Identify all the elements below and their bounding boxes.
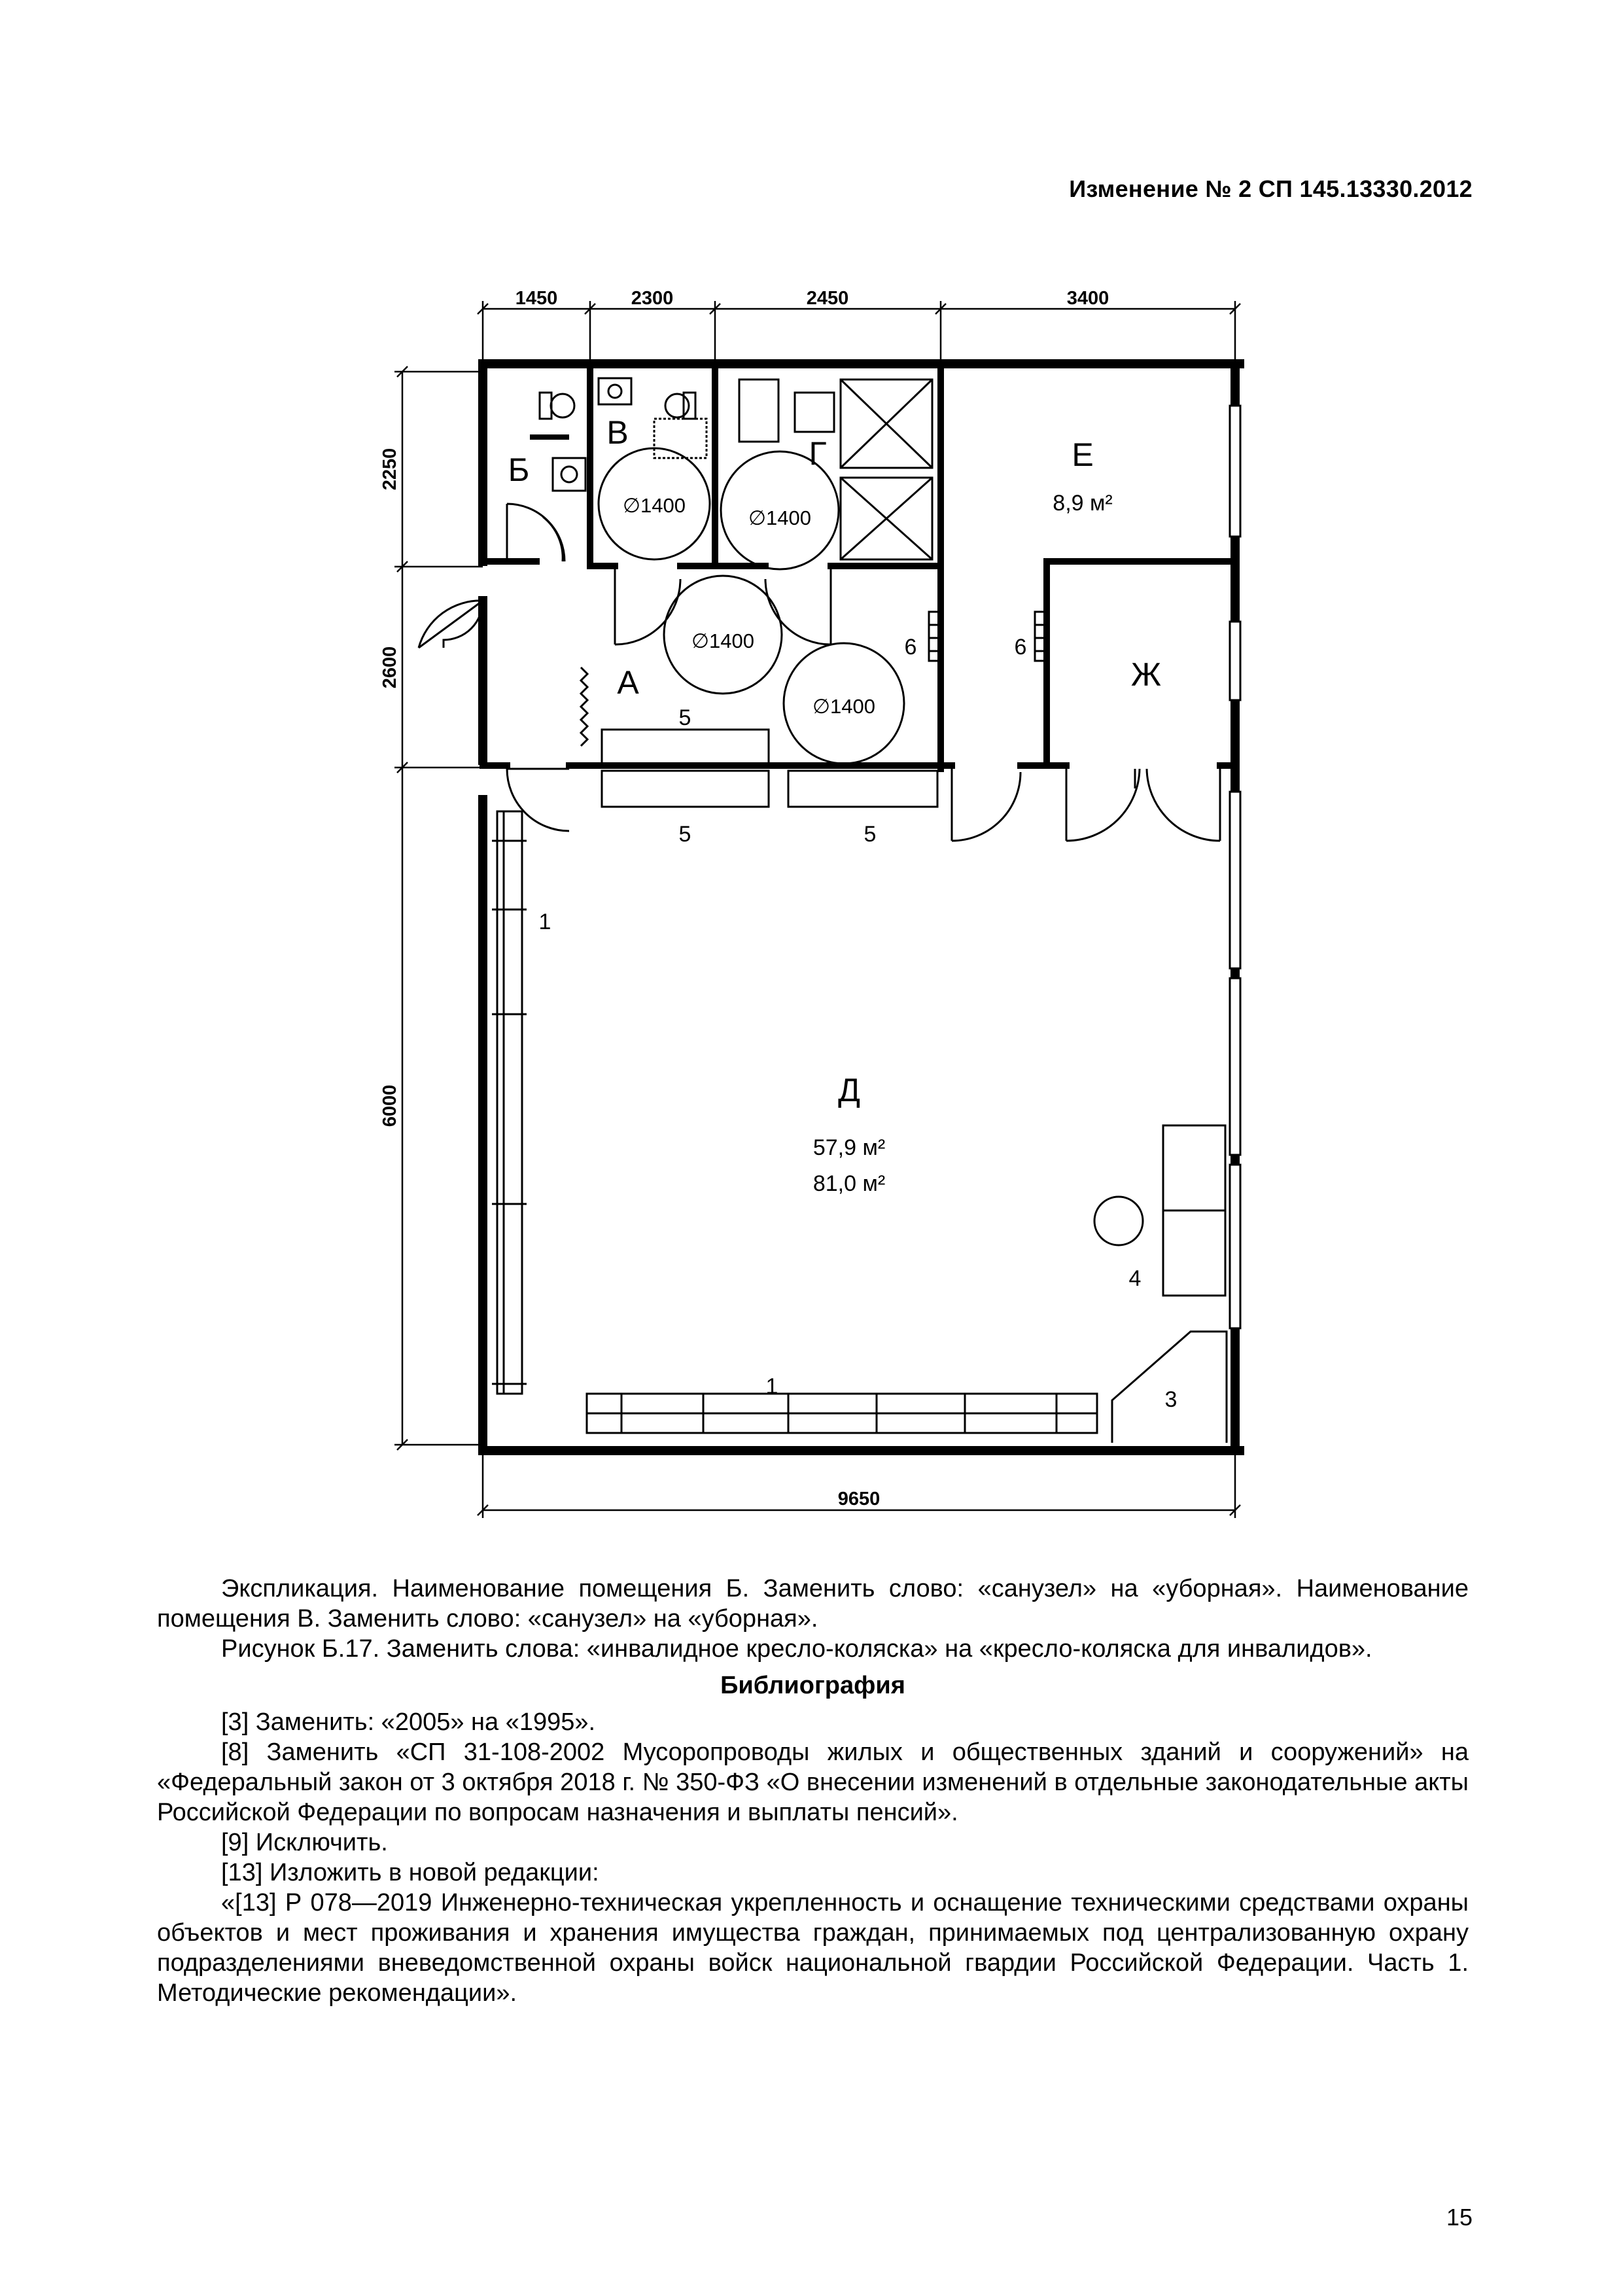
paragraph-figure: Рисунок Б.17. Заменить слова: «инвалидное кресло-коляска» на «кресло-коляска для инвалидов».	[221, 1635, 1372, 1663]
marker-1-left: 1	[538, 910, 551, 934]
marker-1-bottom: 1	[765, 1374, 778, 1399]
room-label-g: Г	[809, 435, 827, 472]
dim-left-3: 6000	[379, 1084, 400, 1127]
circle-label: ∅1400	[748, 506, 811, 529]
area-d-2: 81,0 м²	[812, 1171, 886, 1196]
bib-item-3: [3] Заменить: «2005» на «1995».	[221, 1708, 596, 1736]
area-d-1: 57,9 м²	[812, 1135, 886, 1160]
page-number: 15	[1446, 2204, 1473, 2231]
dim-left-2: 2600	[379, 646, 400, 689]
room-label-e: Е	[1072, 436, 1094, 473]
dim-left-1: 2250	[379, 448, 400, 491]
room-label-a: А	[617, 664, 639, 701]
marker-6-left: 6	[904, 635, 917, 660]
dim-top-1: 1450	[515, 288, 558, 309]
bib-item-9: [9] Исключить.	[221, 1829, 388, 1856]
outer-walls	[483, 364, 1240, 1451]
area-e: 8,9 м²	[1053, 491, 1113, 516]
marker-4: 4	[1128, 1266, 1142, 1291]
marker-5-lower-left: 5	[678, 822, 691, 847]
dim-top-4: 3400	[1066, 288, 1109, 309]
room-label-d: Д	[838, 1072, 860, 1108]
marker-5-lower-right: 5	[864, 822, 877, 847]
body-text	[157, 1574, 1469, 2008]
dim-bottom: 9650	[837, 1489, 881, 1510]
bib-item-8: [8] Заменить «СП 31-108-2002 Мусоропроводы жилых и общественных зданий и сооружений» на «Федеральный закон от 3 октября 2018 г. № 350-ФЗ «О внесении изменений в отдельные законодательные акты Российской Федерации по вопросам назначения и выплаты пенсий».	[157, 1739, 1469, 1826]
fixtures	[492, 378, 1227, 1443]
dim-top-3: 2450	[806, 288, 849, 309]
circle-label: ∅1400	[623, 494, 686, 517]
document-header: Изменение № 2 СП 145.13330.2012	[1069, 175, 1473, 202]
dim-top-2: 2300	[631, 288, 674, 309]
room-label-b: Б	[508, 451, 530, 488]
bib-item-13: [13] Изложить в новой редакции:	[221, 1859, 599, 1886]
bibliography-title: Библиография	[720, 1672, 905, 1699]
room-label-v: В	[606, 414, 629, 451]
bib-item-13-text: «[13] Р 078—2019 Инженерно-техническая укрепленность и оснащение техническими средствами охраны объектов и мест проживания и хранения имущества граждан, принимаемых под централизованную охрану подразделениями вневедомственной охраны войск национальной гвардии Российской Федерации. Часть 1. Методические рекомендации».	[157, 1889, 1469, 2007]
paragraph-explication: Экспликация. Наименование помещения Б. Заменить слово: «санузел» на «уборная». Наименование помещения В. Заменить слово: «санузел» на «уборная».	[157, 1575, 1469, 1633]
circle-label: ∅1400	[691, 629, 754, 652]
marker-3: 3	[1164, 1387, 1178, 1412]
marker-6-right: 6	[1014, 635, 1027, 660]
marker-5-upper: 5	[678, 705, 691, 730]
circle-label: ∅1400	[812, 695, 875, 718]
room-label-zh: Ж	[1130, 656, 1162, 693]
